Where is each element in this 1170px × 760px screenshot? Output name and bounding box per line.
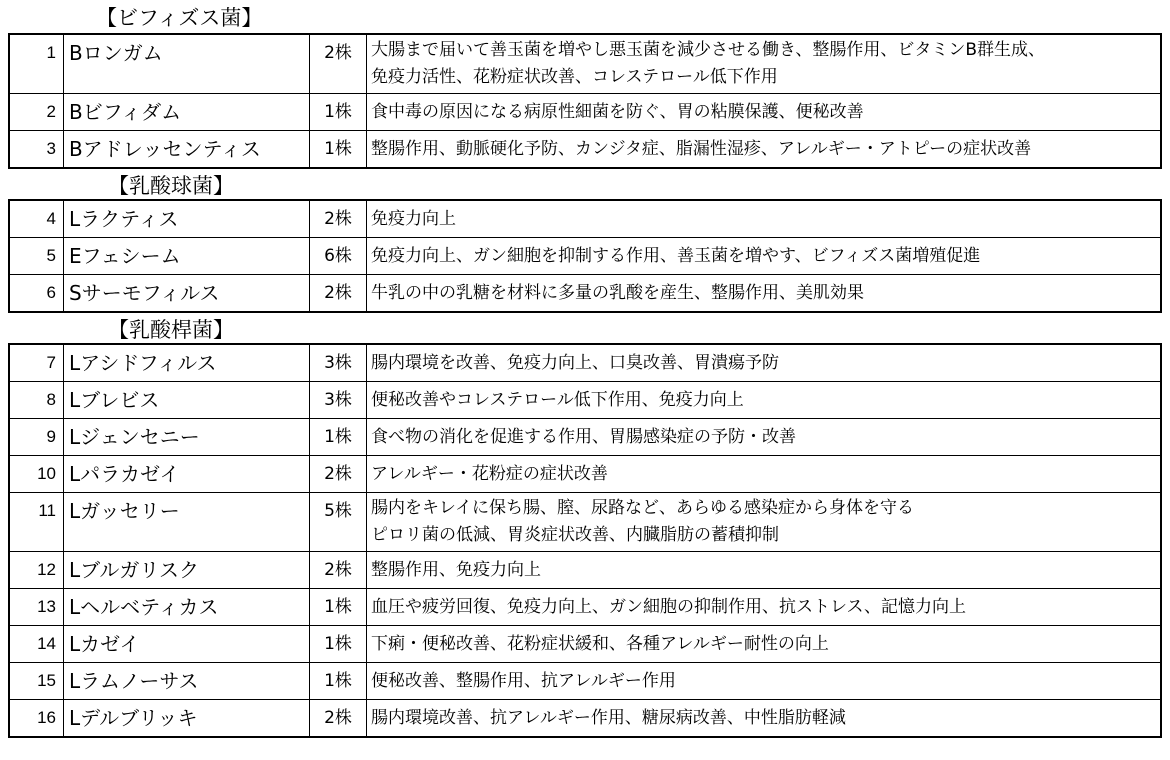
strain-count: 2株 bbox=[310, 552, 367, 589]
strain-effects bbox=[367, 344, 1162, 382]
strain-name: Lラムノーサス bbox=[64, 663, 310, 700]
row-number: 6 bbox=[9, 275, 64, 313]
table-row bbox=[9, 663, 1161, 700]
strain-name: Lパラカゼイ bbox=[64, 456, 310, 493]
strain-effects bbox=[367, 700, 1162, 738]
table-row bbox=[9, 200, 1161, 238]
row-number: 2 bbox=[9, 94, 64, 131]
strain-count: 1株 bbox=[310, 626, 367, 663]
strain-effects bbox=[367, 493, 1162, 552]
effect-line: 食べ物の消化を促進する作用、胃腸感染症の予防・改善 bbox=[371, 427, 796, 447]
table-row bbox=[9, 493, 1161, 552]
strain-count: 2株 bbox=[310, 456, 367, 493]
table-row bbox=[9, 344, 1161, 382]
row-number: 4 bbox=[9, 200, 64, 238]
table-row bbox=[9, 700, 1161, 738]
strain-name: Lデルブリッキ bbox=[64, 700, 310, 738]
row-number: 10 bbox=[9, 456, 64, 493]
table-row bbox=[9, 94, 1161, 131]
effect-line: 整腸作用、動脈硬化予防、カンジタ症、脂漏性湿疹、アレルギー・アトピーの症状改善 bbox=[371, 139, 1032, 159]
strain-effects bbox=[367, 589, 1162, 626]
strain-count: 2株 bbox=[310, 700, 367, 738]
section-title-bifidobacteria: 【ビフィズス菌】 bbox=[96, 6, 263, 30]
strain-count: 2株 bbox=[310, 34, 367, 94]
row-number: 14 bbox=[9, 626, 64, 663]
effect-line: 整腸作用、免疫力向上 bbox=[371, 560, 541, 580]
strain-effects bbox=[367, 419, 1162, 456]
row-number: 16 bbox=[9, 700, 64, 738]
effect-line: 腸内環境改善、抗アレルギー作用、糖尿病改善、中性脂肪軽減 bbox=[371, 708, 846, 728]
strain-count: 1株 bbox=[310, 131, 367, 169]
strain-name: Lラクティス bbox=[64, 200, 310, 238]
row-number: 1 bbox=[9, 34, 64, 94]
strain-name: Bロンガム bbox=[64, 34, 310, 94]
table-row bbox=[9, 238, 1161, 275]
strain-effects bbox=[367, 200, 1162, 238]
strain-effects bbox=[367, 552, 1162, 589]
effect-line: 免疫力向上 bbox=[371, 209, 456, 229]
table-row bbox=[9, 589, 1161, 626]
effect-line: 免疫力向上、ガン細胞を抑制する作用、善玉菌を増やす、ビフィズス菌増殖促進 bbox=[371, 246, 981, 266]
table-row bbox=[9, 382, 1161, 419]
effect-line: 免疫力活性、花粉症状改善、コレステロール低下作用 bbox=[371, 67, 778, 87]
strain-name: Lブルガリスク bbox=[64, 552, 310, 589]
effect-line: ピロリ菌の低減、胃炎症状改善、内臓脂肪の蓄積抑制 bbox=[371, 525, 779, 545]
strain-name: Lアシドフィルス bbox=[64, 344, 310, 382]
effect-line: 下痢・便秘改善、花粉症状緩和、各種アレルギー耐性の向上 bbox=[371, 634, 829, 654]
strain-name: Lガッセリー bbox=[64, 493, 310, 552]
effect-line: 便秘改善やコレステロール低下作用、免疫力向上 bbox=[371, 390, 744, 410]
table-row bbox=[9, 552, 1161, 589]
strain-effects bbox=[367, 131, 1162, 169]
strain-effects bbox=[367, 34, 1162, 94]
row-number: 12 bbox=[9, 552, 64, 589]
row-number: 3 bbox=[9, 131, 64, 169]
effect-line: 食中毒の原因になる病原性細菌を防ぐ、胃の粘膜保護、便秘改善 bbox=[371, 102, 864, 122]
strain-count: 1株 bbox=[310, 663, 367, 700]
row-number: 9 bbox=[9, 419, 64, 456]
table-row bbox=[9, 419, 1161, 456]
effect-line: 便秘改善、整腸作用、抗アレルギー作用 bbox=[371, 671, 676, 691]
table-row bbox=[9, 275, 1161, 313]
strain-effects bbox=[367, 456, 1162, 493]
strain-effects bbox=[367, 626, 1162, 663]
strain-count: 1株 bbox=[310, 589, 367, 626]
section-title-lactobacilli: 【乳酸桿菌】 bbox=[108, 318, 234, 342]
strain-count: 5株 bbox=[310, 493, 367, 552]
row-number: 13 bbox=[9, 589, 64, 626]
effect-line: 腸内をキレイに保ち腸、膣、尿路など、あらゆる感染症から身体を守る bbox=[371, 498, 914, 518]
strain-effects bbox=[367, 275, 1162, 313]
effect-line: アレルギー・花粉症の症状改善 bbox=[371, 464, 608, 484]
strain-name: Eフェシーム bbox=[64, 238, 310, 275]
strain-count: 3株 bbox=[310, 382, 367, 419]
table-row bbox=[9, 131, 1161, 169]
table-row bbox=[9, 456, 1161, 493]
strain-name: Lカゼイ bbox=[64, 626, 310, 663]
effect-line: 血圧や疲労回復、免疫力向上、ガン細胞の抑制作用、抗ストレス、記憶力向上 bbox=[371, 597, 966, 617]
row-number: 8 bbox=[9, 382, 64, 419]
strain-count: 1株 bbox=[310, 419, 367, 456]
strain-name: Sサーモフィルス bbox=[64, 275, 310, 313]
row-number: 5 bbox=[9, 238, 64, 275]
strain-effects bbox=[367, 663, 1162, 700]
bifidobacteria-table bbox=[8, 33, 1162, 169]
strain-count: 1株 bbox=[310, 94, 367, 131]
strain-effects bbox=[367, 94, 1162, 131]
strain-effects bbox=[367, 382, 1162, 419]
strain-effects bbox=[367, 238, 1162, 275]
table-row bbox=[9, 34, 1161, 94]
strain-count: 6株 bbox=[310, 238, 367, 275]
strain-name: Bアドレッセンティス bbox=[64, 131, 310, 169]
row-number: 11 bbox=[9, 493, 64, 552]
strain-count: 2株 bbox=[310, 200, 367, 238]
effect-line: 大腸まで届いて善玉菌を増やし悪玉菌を減少させる働き、整腸作用、ビタミンB群生成、 bbox=[371, 40, 1045, 60]
strain-name: Lヘルベティカス bbox=[64, 589, 310, 626]
table-row bbox=[9, 626, 1161, 663]
strain-count: 2株 bbox=[310, 275, 367, 313]
row-number: 7 bbox=[9, 344, 64, 382]
strain-count: 3株 bbox=[310, 344, 367, 382]
lactococci-table bbox=[8, 199, 1162, 313]
strain-name: Bビフィダム bbox=[64, 94, 310, 131]
strain-name: Lジェンセニー bbox=[64, 419, 310, 456]
row-number: 15 bbox=[9, 663, 64, 700]
lactobacilli-table bbox=[8, 343, 1162, 738]
strain-name: Lブレビス bbox=[64, 382, 310, 419]
section-title-lactococci: 【乳酸球菌】 bbox=[108, 174, 234, 198]
effect-line: 腸内環境を改善、免疫力向上、口臭改善、胃潰瘍予防 bbox=[371, 353, 779, 373]
effect-line: 牛乳の中の乳糖を材料に多量の乳酸を産生、整腸作用、美肌効果 bbox=[371, 283, 864, 303]
